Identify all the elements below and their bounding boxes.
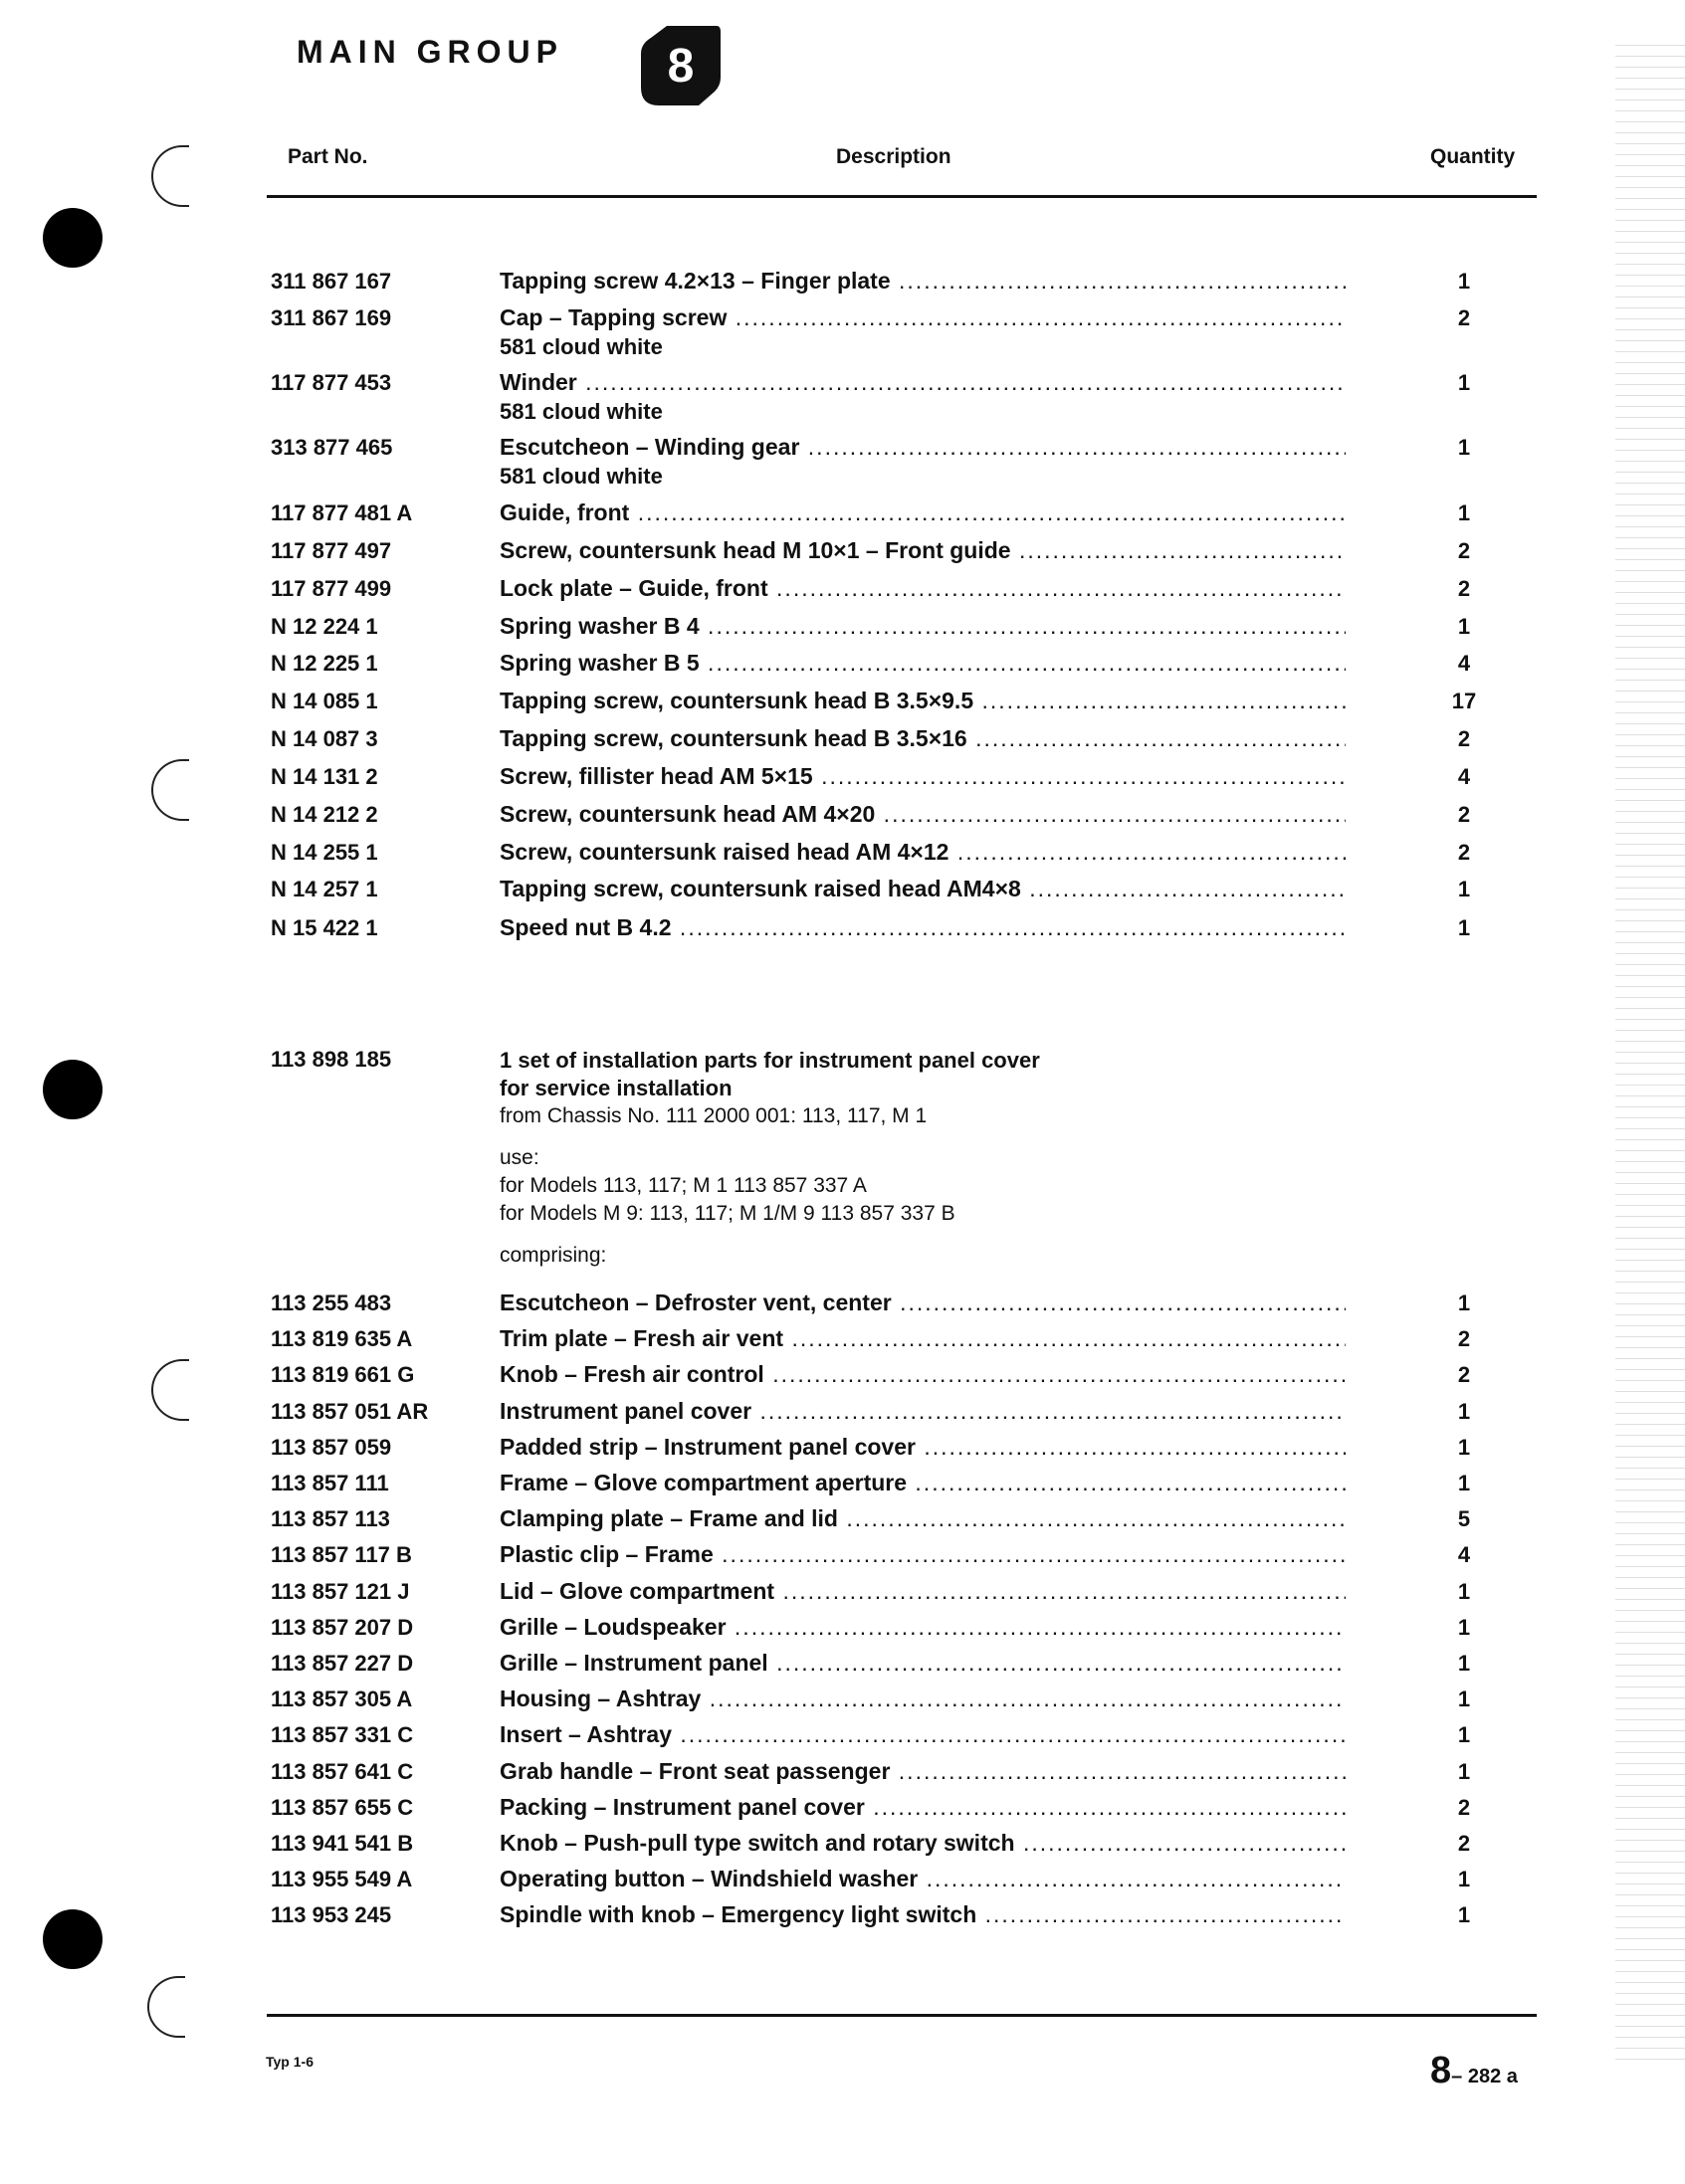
set-part-number: 113 898 185: [271, 1047, 392, 1072]
part-quantity: 5: [1457, 1506, 1471, 1531]
part-quantity: 2: [1457, 538, 1471, 563]
part-description: Screw, fillister head AM 5×15 .....: [500, 761, 1346, 791]
set-title-line-1: 1 set of installation parts for instrument panel cover: [500, 1048, 1040, 1073]
part-description: Escutcheon – Defroster vent, center .....: [500, 1288, 1346, 1317]
part-description: Padded strip – Instrument panel cover .....: [500, 1432, 1346, 1462]
part-number: 311 867 169: [271, 305, 392, 330]
part-color: 581 cloud white: [500, 334, 663, 359]
part-number: 113 819 661 G: [271, 1362, 415, 1387]
part-description: Lock plate – Guide, front .....: [500, 573, 1346, 603]
column-header-part-no: Part No.: [288, 145, 368, 168]
part-description: Operating button – Windshield washer .....: [500, 1864, 1346, 1893]
part-quantity: 1: [1457, 1579, 1471, 1604]
part-quantity: 2: [1457, 726, 1471, 751]
part-number: 113 255 483: [271, 1291, 392, 1315]
part-description: Speed nut B 4.2 .....: [500, 912, 1346, 942]
part-description: Grille – Loudspeaker .....: [500, 1612, 1346, 1642]
part-number: N 14 085 1: [271, 689, 378, 713]
part-description: Housing – Ashtray .....: [500, 1684, 1346, 1713]
part-quantity: 1: [1457, 1399, 1471, 1424]
part-quantity: 2: [1457, 305, 1471, 330]
part-number: N 14 212 2: [271, 802, 378, 827]
part-quantity: 1: [1457, 1651, 1471, 1676]
part-number: 113 941 541 B: [271, 1831, 414, 1856]
part-number: N 12 225 1: [271, 651, 378, 676]
part-number: 113 953 245: [271, 1902, 392, 1927]
column-header-description: Description: [836, 145, 951, 168]
part-number: N 14 257 1: [271, 877, 378, 901]
set-use-label: use:: [500, 1146, 539, 1169]
part-number: 113 857 655 C: [271, 1795, 414, 1820]
part-quantity: 1: [1457, 269, 1471, 294]
part-quantity: 2: [1457, 1831, 1471, 1856]
part-number: 113 857 111: [271, 1471, 389, 1495]
part-description: Winder .....: [500, 367, 1346, 397]
main-group-title: MAIN GROUP: [297, 34, 563, 70]
part-number: 113 857 051 AR: [271, 1399, 429, 1424]
part-description: Spring washer B 4 .....: [500, 611, 1346, 641]
part-description: Lid – Glove compartment .....: [500, 1576, 1346, 1606]
part-quantity: 2: [1457, 1795, 1471, 1820]
binder-hole: [43, 1909, 103, 1969]
part-number: 117 877 497: [271, 538, 392, 563]
part-description: Insert – Ashtray .....: [500, 1719, 1346, 1749]
part-quantity: 1: [1457, 915, 1471, 940]
part-description: Frame – Glove compartment aperture .....: [500, 1468, 1346, 1497]
part-quantity: 2: [1457, 802, 1471, 827]
part-description: Plastic clip – Frame .....: [500, 1539, 1346, 1569]
part-description: Instrument panel cover .....: [500, 1396, 1346, 1426]
part-number: 113 857 305 A: [271, 1687, 413, 1711]
part-number: 113 955 549 A: [271, 1867, 413, 1891]
part-number: N 14 131 2: [271, 764, 378, 789]
footer-type: Typ 1-6: [266, 2054, 314, 2070]
part-quantity: 1: [1457, 1687, 1471, 1711]
part-number: 117 877 481 A: [271, 500, 413, 525]
part-color: 581 cloud white: [500, 464, 663, 489]
part-quantity: 1: [1457, 1435, 1471, 1460]
part-quantity: 1: [1457, 370, 1471, 395]
part-number: 113 857 331 C: [271, 1722, 414, 1747]
part-number: N 14 087 3: [271, 726, 378, 751]
part-number: N 14 255 1: [271, 840, 378, 865]
part-quantity: 1: [1457, 1615, 1471, 1640]
part-quantity: 2: [1457, 840, 1471, 865]
part-quantity: 2: [1457, 1326, 1471, 1351]
binder-mark: [151, 1359, 189, 1421]
part-quantity: 4: [1457, 1542, 1471, 1567]
part-description: Knob – Fresh air control .....: [500, 1359, 1346, 1389]
part-description: Clamping plate – Frame and lid .....: [500, 1503, 1346, 1533]
page-number-main: 8: [1430, 2050, 1452, 2091]
part-quantity: 1: [1457, 877, 1471, 901]
part-number: 117 877 453: [271, 370, 392, 395]
part-number: 113 857 227 D: [271, 1651, 414, 1676]
part-description: Tapping screw, countersunk raised head AM4×8 .....: [500, 874, 1346, 903]
page-number-sub: – 282 a: [1451, 2066, 1518, 2087]
part-number: 113 857 113: [271, 1506, 390, 1531]
part-quantity: 1: [1457, 614, 1471, 639]
set-use-1: for Models 113, 117; M 1 113 857 337 A: [500, 1174, 867, 1197]
part-quantity: 1: [1457, 1759, 1471, 1784]
part-quantity: 4: [1457, 651, 1471, 676]
scan-edge-noise: [1615, 40, 1685, 2070]
part-quantity: 4: [1457, 764, 1471, 789]
part-quantity: 1: [1457, 1722, 1471, 1747]
set-description: [500, 1047, 1040, 1270]
part-quantity: 2: [1457, 1362, 1471, 1387]
part-number: 113 857 121 J: [271, 1579, 410, 1604]
part-description: Screw, countersunk head M 10×1 – Front guide .....: [500, 535, 1346, 565]
part-description: Grab handle – Front seat passenger .....: [500, 1756, 1346, 1786]
part-description: Screw, countersunk head AM 4×20 .....: [500, 799, 1346, 829]
set-use-2: for Models M 9: 113, 117; M 1/M 9 113 857 337 B: [500, 1202, 955, 1225]
footer-rule: [267, 2014, 1537, 2017]
part-number: N 15 422 1: [271, 915, 378, 940]
part-description: Grille – Instrument panel .....: [500, 1648, 1346, 1678]
part-quantity: 1: [1457, 1291, 1471, 1315]
part-description: Spindle with knob – Emergency light switch .....: [500, 1899, 1346, 1929]
part-description: Guide, front .....: [500, 497, 1346, 527]
part-description: Knob – Push-pull type switch and rotary switch .....: [500, 1828, 1346, 1858]
part-number: 113 819 635 A: [271, 1326, 413, 1351]
part-description: Tapping screw, countersunk head B 3.5×9.5 .....: [500, 686, 1346, 715]
set-title-line-2: for service installation: [500, 1076, 733, 1100]
part-quantity: 1: [1457, 1902, 1471, 1927]
part-number: 113 857 641 C: [271, 1759, 414, 1784]
part-description: Screw, countersunk raised head AM 4×12 .....: [500, 837, 1346, 867]
page-number: [1430, 2050, 1518, 2092]
part-number: 311 867 167: [271, 269, 392, 294]
part-number: 313 877 465: [271, 435, 393, 460]
binder-hole: [43, 208, 103, 268]
header-rule: [267, 195, 1537, 198]
part-description: Cap – Tapping screw .....: [500, 302, 1346, 332]
part-quantity: 1: [1457, 500, 1471, 525]
part-description: Escutcheon – Winding gear .....: [500, 432, 1346, 462]
binder-mark: [151, 145, 189, 207]
part-description: Packing – Instrument panel cover .....: [500, 1792, 1346, 1822]
set-comprising: comprising:: [500, 1244, 607, 1267]
part-quantity: 1: [1457, 1867, 1471, 1891]
group-number-badge: [637, 22, 723, 107]
part-color: 581 cloud white: [500, 399, 663, 424]
part-quantity: 1: [1457, 435, 1471, 460]
part-number: 117 877 499: [271, 576, 392, 601]
part-number: 113 857 117 B: [271, 1542, 412, 1567]
binder-hole: [43, 1060, 103, 1119]
set-chassis: from Chassis No. 111 2000 001: 113, 117, M 1: [500, 1104, 928, 1127]
part-number: 113 857 207 D: [271, 1615, 414, 1640]
binder-mark: [147, 1976, 185, 2038]
part-description: Trim plate – Fresh air vent .....: [500, 1323, 1346, 1353]
part-description: Tapping screw 4.2×13 – Finger plate .....: [500, 266, 1346, 296]
part-quantity: 2: [1457, 576, 1471, 601]
binder-mark: [151, 759, 189, 821]
part-quantity: 17: [1451, 689, 1477, 713]
part-quantity: 1: [1457, 1471, 1471, 1495]
column-header-quantity: Quantity: [1430, 145, 1516, 168]
part-description: Spring washer B 5 .....: [500, 648, 1346, 678]
part-description: Tapping screw, countersunk head B 3.5×16 .....: [500, 723, 1346, 753]
part-number: N 12 224 1: [271, 614, 378, 639]
group-number: 8: [667, 40, 695, 93]
part-number: 113 857 059: [271, 1435, 392, 1460]
